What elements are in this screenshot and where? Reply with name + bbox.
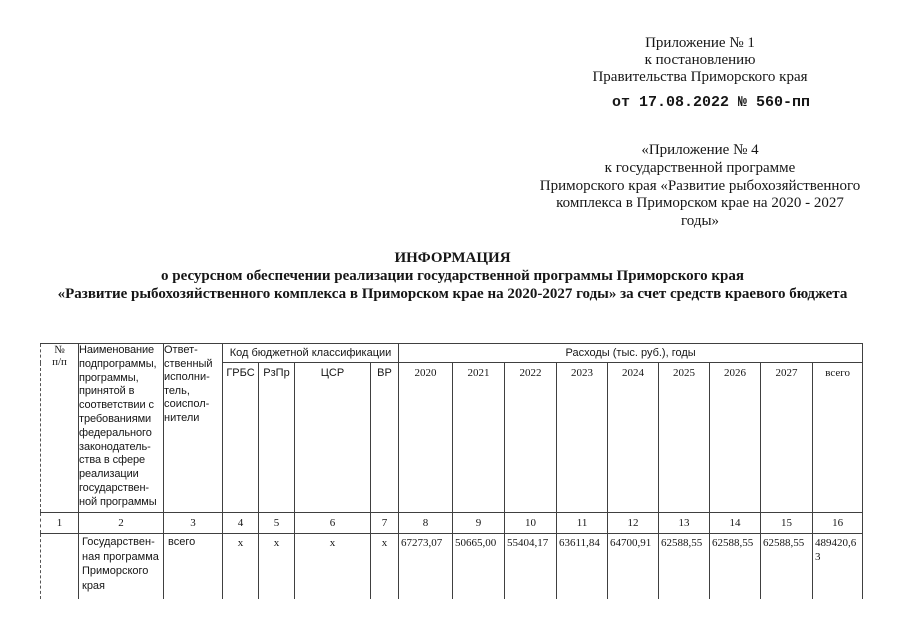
document-title [0, 249, 905, 303]
program-appendix-line: к государственной программе [604, 159, 796, 176]
row-value-2020: 67273,07 [399, 534, 453, 599]
appendix-line: Приложение № 1 [645, 35, 755, 51]
appendix-line: Правительства Приморского края [592, 69, 808, 85]
col-header-year-2024: 2024 [608, 363, 659, 513]
row-code-rzpr: x [259, 534, 295, 599]
row-value-total: 489420,63 [813, 534, 863, 599]
col-header-year-2025: 2025 [659, 363, 710, 513]
title-heading: ИНФОРМАЦИЯ [394, 250, 511, 266]
col-header-rzpr: РзПр [259, 363, 295, 513]
column-number: 8 [399, 513, 453, 534]
program-appendix-line: годы» [680, 213, 720, 230]
row-code-vr: x [371, 534, 399, 599]
column-number: 7 [371, 513, 399, 534]
row-value-2022: 55404,17 [505, 534, 557, 599]
row-responsible: всего [164, 534, 223, 599]
col-header-expenses: Расходы (тыс. руб.), годы [399, 344, 863, 363]
column-number-row [41, 513, 863, 534]
column-number: 12 [608, 513, 659, 534]
col-header-csr: ЦСР [295, 363, 371, 513]
col-header-year-2020: 2020 [399, 363, 453, 513]
column-number: 2 [79, 513, 164, 534]
program-appendix-line: «Приложение № 4 [641, 142, 759, 158]
row-number-cell [41, 534, 79, 599]
column-number: 1 [41, 513, 79, 534]
column-number: 6 [295, 513, 371, 534]
col-header-year-2027: 2027 [761, 363, 813, 513]
decree-stamp: от 17.08.2022 № 560-пп [611, 94, 811, 111]
title-subline: о ресурсном обеспечении реализации государственной программы Приморского края [161, 268, 744, 284]
table-row [41, 534, 863, 599]
program-appendix-line: Приморского края «Развитие рыбохозяйственного [539, 177, 861, 194]
table-header-row [41, 344, 863, 363]
column-number: 14 [710, 513, 761, 534]
column-number: 13 [659, 513, 710, 534]
appendix-block [560, 35, 840, 86]
column-number: 9 [453, 513, 505, 534]
col-header-year-2021: 2021 [453, 363, 505, 513]
program-appendix-line: комплекса в Приморском крае на 2020 - 2027 [556, 195, 844, 212]
row-value-2021: 50665,00 [453, 534, 505, 599]
col-header-name: Наименование подпрограммы, программы, принятой в соответствии с требованиями федерального законодатель- ства в сфере реализации государствен- ной программы [79, 344, 164, 513]
col-header-responsible: Ответ- ственный исполни- тель, соиспол- нители [164, 344, 223, 513]
row-value-2025: 62588,55 [659, 534, 710, 599]
row-code-csr: x [295, 534, 371, 599]
col-header-year-2026: 2026 [710, 363, 761, 513]
row-code-grbs: x [223, 534, 259, 599]
col-header-year-2023: 2023 [557, 363, 608, 513]
row-value-2024: 64700,91 [608, 534, 659, 599]
column-number: 10 [505, 513, 557, 534]
row-value-2026: 62588,55 [710, 534, 761, 599]
col-header-total: всего [813, 363, 863, 513]
col-header-vr: ВР [371, 363, 399, 513]
col-header-grbs: ГРБС [223, 363, 259, 513]
column-number: 4 [223, 513, 259, 534]
column-number: 3 [164, 513, 223, 534]
column-number: 16 [813, 513, 863, 534]
resource-table [40, 343, 863, 599]
row-value-2023: 63611,84 [557, 534, 608, 599]
col-header-budget-code: Код бюджетной классификации [223, 344, 399, 363]
column-number: 15 [761, 513, 813, 534]
row-program-name: Государствен- ная программа Приморского края [79, 534, 164, 599]
program-appendix-block [510, 142, 890, 231]
col-header-number: № п/п [41, 344, 79, 513]
column-number: 11 [557, 513, 608, 534]
title-subline: «Развитие рыбохозяйственного комплекса в Приморском крае на 2020-2027 годы» за счет средств краевого бюджета [57, 286, 848, 302]
appendix-line: к постановлению [644, 52, 756, 68]
row-value-2027: 62588,55 [761, 534, 813, 599]
col-header-year-2022: 2022 [505, 363, 557, 513]
column-number: 5 [259, 513, 295, 534]
